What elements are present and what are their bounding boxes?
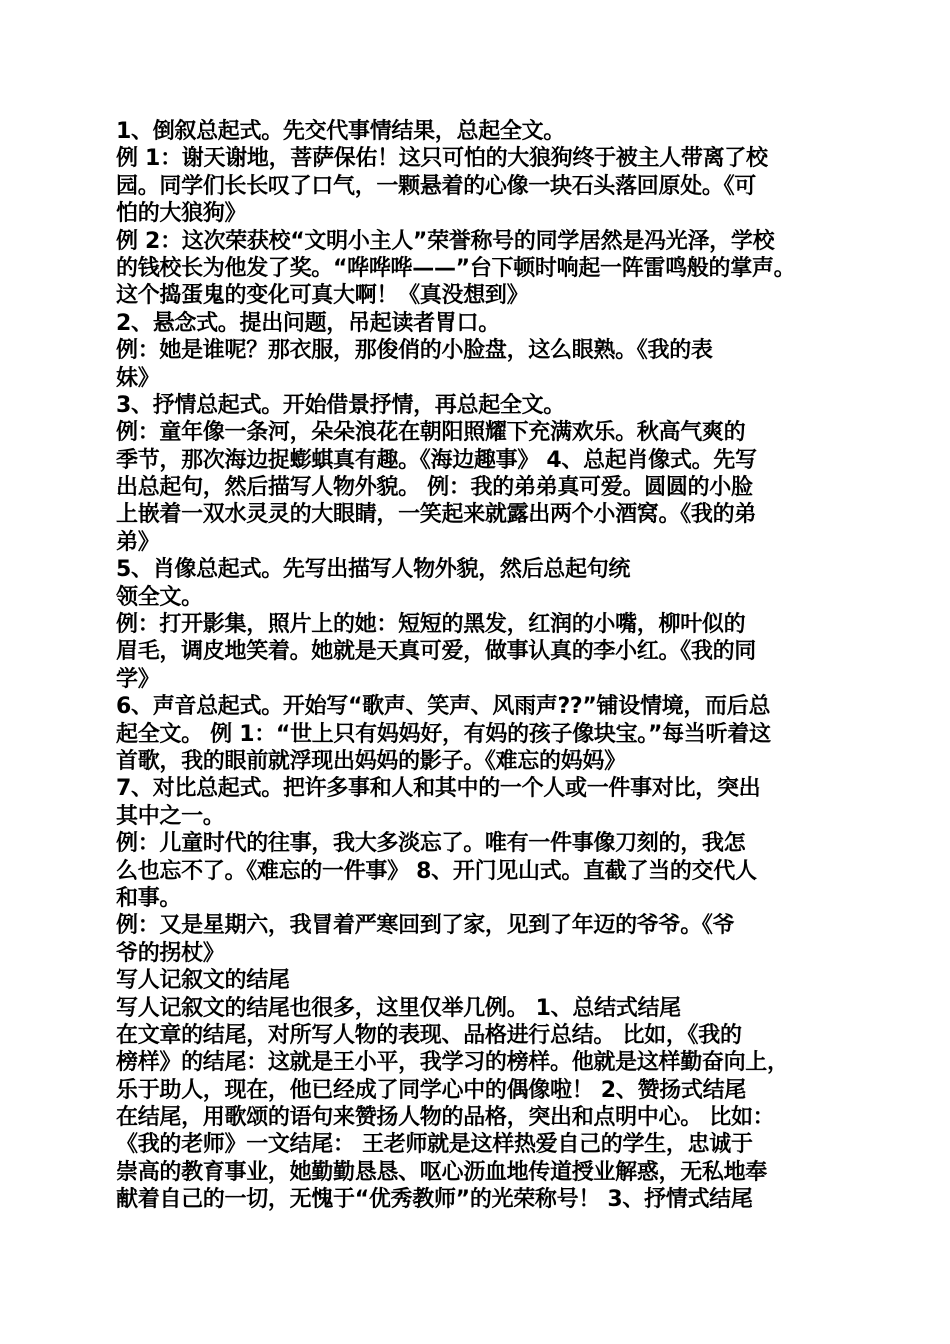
text-line: 季节，那次海边捉蟛蜞真有趣。《海边趣事》 4、总起肖像式。先写 (116, 447, 757, 473)
text-line: 例 1：谢天谢地，菩萨保佑！这只可怕的大狼狗终于被主人带离了校 (116, 146, 768, 172)
text-line: 6、声音总起式。开始写“歌声、笑声、风雨声??”铺设情境，而后总 (116, 694, 771, 720)
text-line: 例：儿童时代的往事，我大多淡忘了。唯有一件事像刀刻的，我怎 (116, 831, 746, 857)
text-line: 和事。 (116, 885, 182, 911)
text-line: 爷的拐杖》 (116, 940, 225, 966)
text-line: 首歌，我的眼前就浮现出妈妈的影子。《难忘的妈妈》 (116, 748, 626, 774)
text-line: 园。同学们长长叹了口气，一颗悬着的心像一块石头落回原处。《可 (116, 173, 757, 199)
text-line: 榜样》的结尾：这就是王小平，我学习的榜样。他就是这样勤奋向上， (116, 1050, 789, 1076)
text-line: 《我的老师》一文结尾： 王老师就是这样热爱自己的学生，忠诚于 (116, 1132, 753, 1158)
text-line: 上嵌着一双水灵灵的大眼睛，一笑起来就露出两个小酒窝。《我的弟 (116, 502, 757, 528)
text-line: 崇高的教育事业，她勤勤恳恳、呕心沥血地传道授业解惑，无私地奉 (116, 1159, 768, 1185)
text-line: 么也忘不了。《难忘的一件事》 8、开门见山式。直截了当的交代人 (116, 858, 757, 884)
text-line: 的钱校长为他发了奖。“哗哗哗——”台下顿时响起一阵雷鸣般的掌声。 (116, 255, 796, 281)
text-line: 怕的大狼狗》 (116, 201, 247, 227)
text-line: 7、对比总起式。把许多事和人和其中的一个人或一件事对比，突出 (116, 776, 761, 802)
text-line: 弟》 (116, 529, 160, 555)
text-line: 这个捣蛋鬼的变化可真大啊！《真没想到》 (116, 283, 529, 309)
text-line: 乐于助人，现在，他已经成了同学心中的偶像啦！ 2、赞扬式结尾 (116, 1077, 746, 1103)
text-line: 领全文。 (116, 584, 203, 610)
text-line: 出总起句，然后描写人物外貌。 例：我的弟弟真可爱。圆圆的小脸 (116, 475, 753, 501)
text-line: 在结尾，用歌颂的语句来赞扬人物的品格，突出和点明中心。 比如： (116, 1105, 775, 1131)
text-line: 例 2：这次荣获校“文明小主人”荣誉称号的同学居然是冯光泽，学校 (116, 228, 775, 254)
text-line: 眉毛，调皮地笑着。她就是天真可爱，做事认真的李小红。《我的同 (116, 639, 757, 665)
text-line: 妹》 (116, 365, 160, 391)
text-line: 学》 (116, 666, 160, 692)
text-line: 1、倒叙总起式。先交代事情结果，总起全文。 (116, 119, 566, 144)
text-line: 起全文。 例 1：“世上只有妈妈好，有妈的孩子像块宝。”每当听着这 (116, 721, 771, 747)
text-line: 例：又是星期六，我冒着严寒回到了家，见到了年迈的爷爷。《爷 (116, 913, 735, 939)
text-line: 写人记叙文的结尾 (116, 968, 290, 994)
text-line: 例：她是谁呢？那衣服，那俊俏的小脸盘，这么眼熟。《我的表 (116, 338, 713, 364)
text-line: 在文章的结尾，对所写人物的表现、品格进行总结。 比如，《我的 (116, 1022, 742, 1048)
text-line: 3、抒情总起式。开始借景抒情，再总起全文。 (116, 392, 566, 418)
text-line: 其中之一。 (116, 803, 225, 829)
document-body (116, 118, 840, 1214)
text-line: 例：童年像一条河，朵朵浪花在朝阳照耀下充满欢乐。秋高气爽的 (116, 420, 746, 446)
text-line: 例：打开影集，照片上的她：短短的黑发，红润的小嘴，柳叶似的 (116, 612, 746, 638)
text-line: 2、悬念式。提出问题，吊起读者胃口。 (116, 310, 500, 336)
text-line: 写人记叙文的结尾也很多，这里仅举几例。 1、总结式结尾 (116, 995, 681, 1021)
text-line: 献着自己的一切，无愧于“优秀教师”的光荣称号！ 3、抒情式结尾 (116, 1187, 753, 1213)
text-line: 5、肖像总起式。先写出描写人物外貌，然后总起句统 (116, 557, 631, 583)
